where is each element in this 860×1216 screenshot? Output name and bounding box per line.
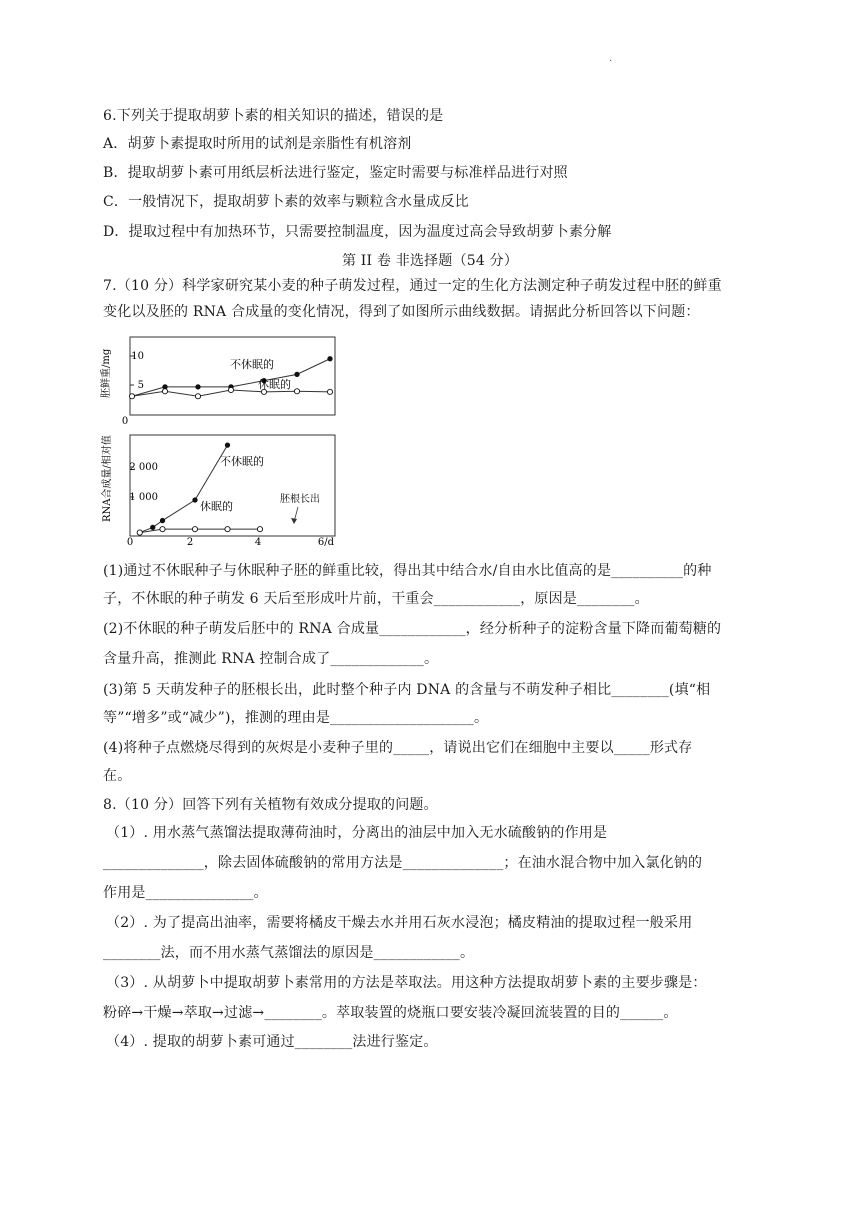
chart1-series-1-point-6 [327,389,332,394]
chart1-series-0-point-6 [328,357,332,361]
chart2-series-1-point-3 [225,527,230,532]
q7-stem-line2: 变化以及胚的 RNA 合成量的变化情况，得到了如图所示曲线数据。请据此分析回答以下问题： [103,304,700,320]
chart2-xtick-2: 2 [186,537,194,547]
q8-p4-line1: （4）. 提取的胡萝卜素可通过________法进行鉴定。 [106,1034,438,1050]
q7-sub1-line1: (1)通过不休眠种子与休眠种子胚的鲜重比较，得出其中结合水/自由水比值高的是__________的种 [103,563,712,579]
chart1-ytick-10: 10 [131,351,144,362]
chart2-series-0-point-3 [193,498,197,502]
chart2-ylabel: RNA合成量/相对值 [102,435,113,522]
q6-option-a: A．胡萝卜素提取时所用的试剂是亲脂性有机溶剂 [103,136,412,152]
q7-stem-line1: 7.（10 分）科学家研究某小麦的种子萌发过程，通过一定的生化方法测定种子萌发过程中胚的鲜重 [103,278,722,294]
chart1-ylabel: 胚鲜重/mg [101,348,112,398]
chart1-label-dormant: 休眠的 [258,378,291,391]
chart2-ytick-2000: 2 000 [129,462,158,473]
chart1-series-1-point-3 [228,387,233,392]
q7-sub3-line1: (3)第 5 天萌发种子的胚根长出，此时整个种子内 DNA 的含量与不萌发种子相比________(填“相 [103,682,711,698]
chart1-series-0-point-2 [196,385,200,389]
chart1-label-nondormant: 不休眠的 [230,358,274,371]
chart1-ytick-5: 5 [137,380,144,391]
q6-option-d: D．提取过程中有加热环节，只需要控制温度，因为温度过高会导致胡萝卜素分解 [103,224,612,240]
q8-p3-line1: （3）. 从胡萝卜中提取胡萝卜素常用的方法是萃取法。用这种方法提取胡萝卜素的主要步骤是： [106,975,707,991]
chart2-label-nondormant: 不休眠的 [220,455,264,468]
chart2-series-0-point-4 [225,443,229,447]
q8-p1-line3: 作用是_______________。 [103,885,268,901]
chart2-annotation-arrowhead [291,518,297,524]
chart2-series-0-point-2 [160,518,164,522]
q8-p1-line2: ______________，除去固体硫酸钠的常用方法是______________；在油水混合物中加入氯化钠的 [103,855,703,871]
chart2-xtick-6: 6/d [317,537,335,547]
q6-option-b: B．提取胡萝卜素可用纸层析法进行鉴定，鉴定时需要与标准样品进行对照 [103,165,568,181]
q8-p2-line1: （2）. 为了提高出油率，需要将橘皮干燥去水并用石灰水浸泡；橘皮精油的提取过程一般采用 [106,915,693,931]
chart2-label-dormant: 休眠的 [200,500,233,513]
q7-sub1-line2: 子，不休眠的种子萌发 6 天后至形成叶片前，干重会____________，原因是________。 [103,591,649,607]
chart1-xtick-0: 0 [121,416,129,427]
q7-sub4-line2: 在。 [103,768,132,784]
chart2-series-1-point-2 [192,527,197,532]
chart1-series-1-point-1 [162,389,167,394]
q8-p1-line1: （1）. 用水蒸气蒸馏法提取薄荷油时，分离出的油层中加入无水硫酸钠的作用是 [106,825,608,841]
chart2-annotation: 胚根长出 [280,494,320,505]
chart2-series-1-point-1 [160,527,165,532]
q8-stem: 8.（10 分）回答下列有关植物有效成分提取的问题。 [103,797,438,813]
q6-option-c: C．一般情况下，提取胡萝卜素的效率与颗粒含水量成反比 [103,194,469,210]
q7-figure [100,332,340,547]
q7-sub4-line1: (4)将种子点燃烧尽得到的灰烬是小麦种子里的_____，请说出它们在细胞中主要以_____形式存 [103,740,693,756]
q8-p3-line2: 粉碎→干燥→萃取→过滤→________。萃取装置的烧瓶口要安装冷凝回流装置的目的______。 [103,1005,678,1021]
q6-stem: 6.下列关于提取胡萝卜素的相关知识的描述，错误的是 [103,108,444,124]
q7-sub2-line1: (2)不休眠的种子萌发后胚中的 RNA 合成量____________，经分析种子的淀粉含量下降而葡萄糖的 [103,621,722,637]
chart1-series-1-point-2 [195,394,200,399]
chart2-series-0-point-1 [151,525,155,529]
q8-p2-line2: ________法，而不用水蒸气蒸馏法的原因是____________。 [103,945,475,961]
chart2-series-1-point-4 [257,527,262,532]
chart2-xtick-4: 4 [254,537,262,547]
chart1-series-0-point-5 [295,372,299,376]
chart2-series-1-line [140,529,260,532]
q7-sub2-line2: 含量升高，推测此 RNA 控制合成了_____________。 [103,651,439,667]
chart2-ytick-1000: 1 000 [129,492,158,503]
chart1-frame [130,337,335,415]
chart2-series-0-line [140,445,228,532]
chart1-series-1-point-5 [294,389,299,394]
chart2-xtick-0: 0 [126,537,134,547]
q7-sub3-line2: 等”“增多”或“减少”)，推测的理由是____________________。 [103,710,489,726]
chart1-series-1-point-0 [129,394,134,399]
section-title: 第 II 卷 非选择题（54 分） [341,253,519,269]
chart2-series-1-point-0 [137,530,142,535]
page-mark: · [609,56,613,67]
